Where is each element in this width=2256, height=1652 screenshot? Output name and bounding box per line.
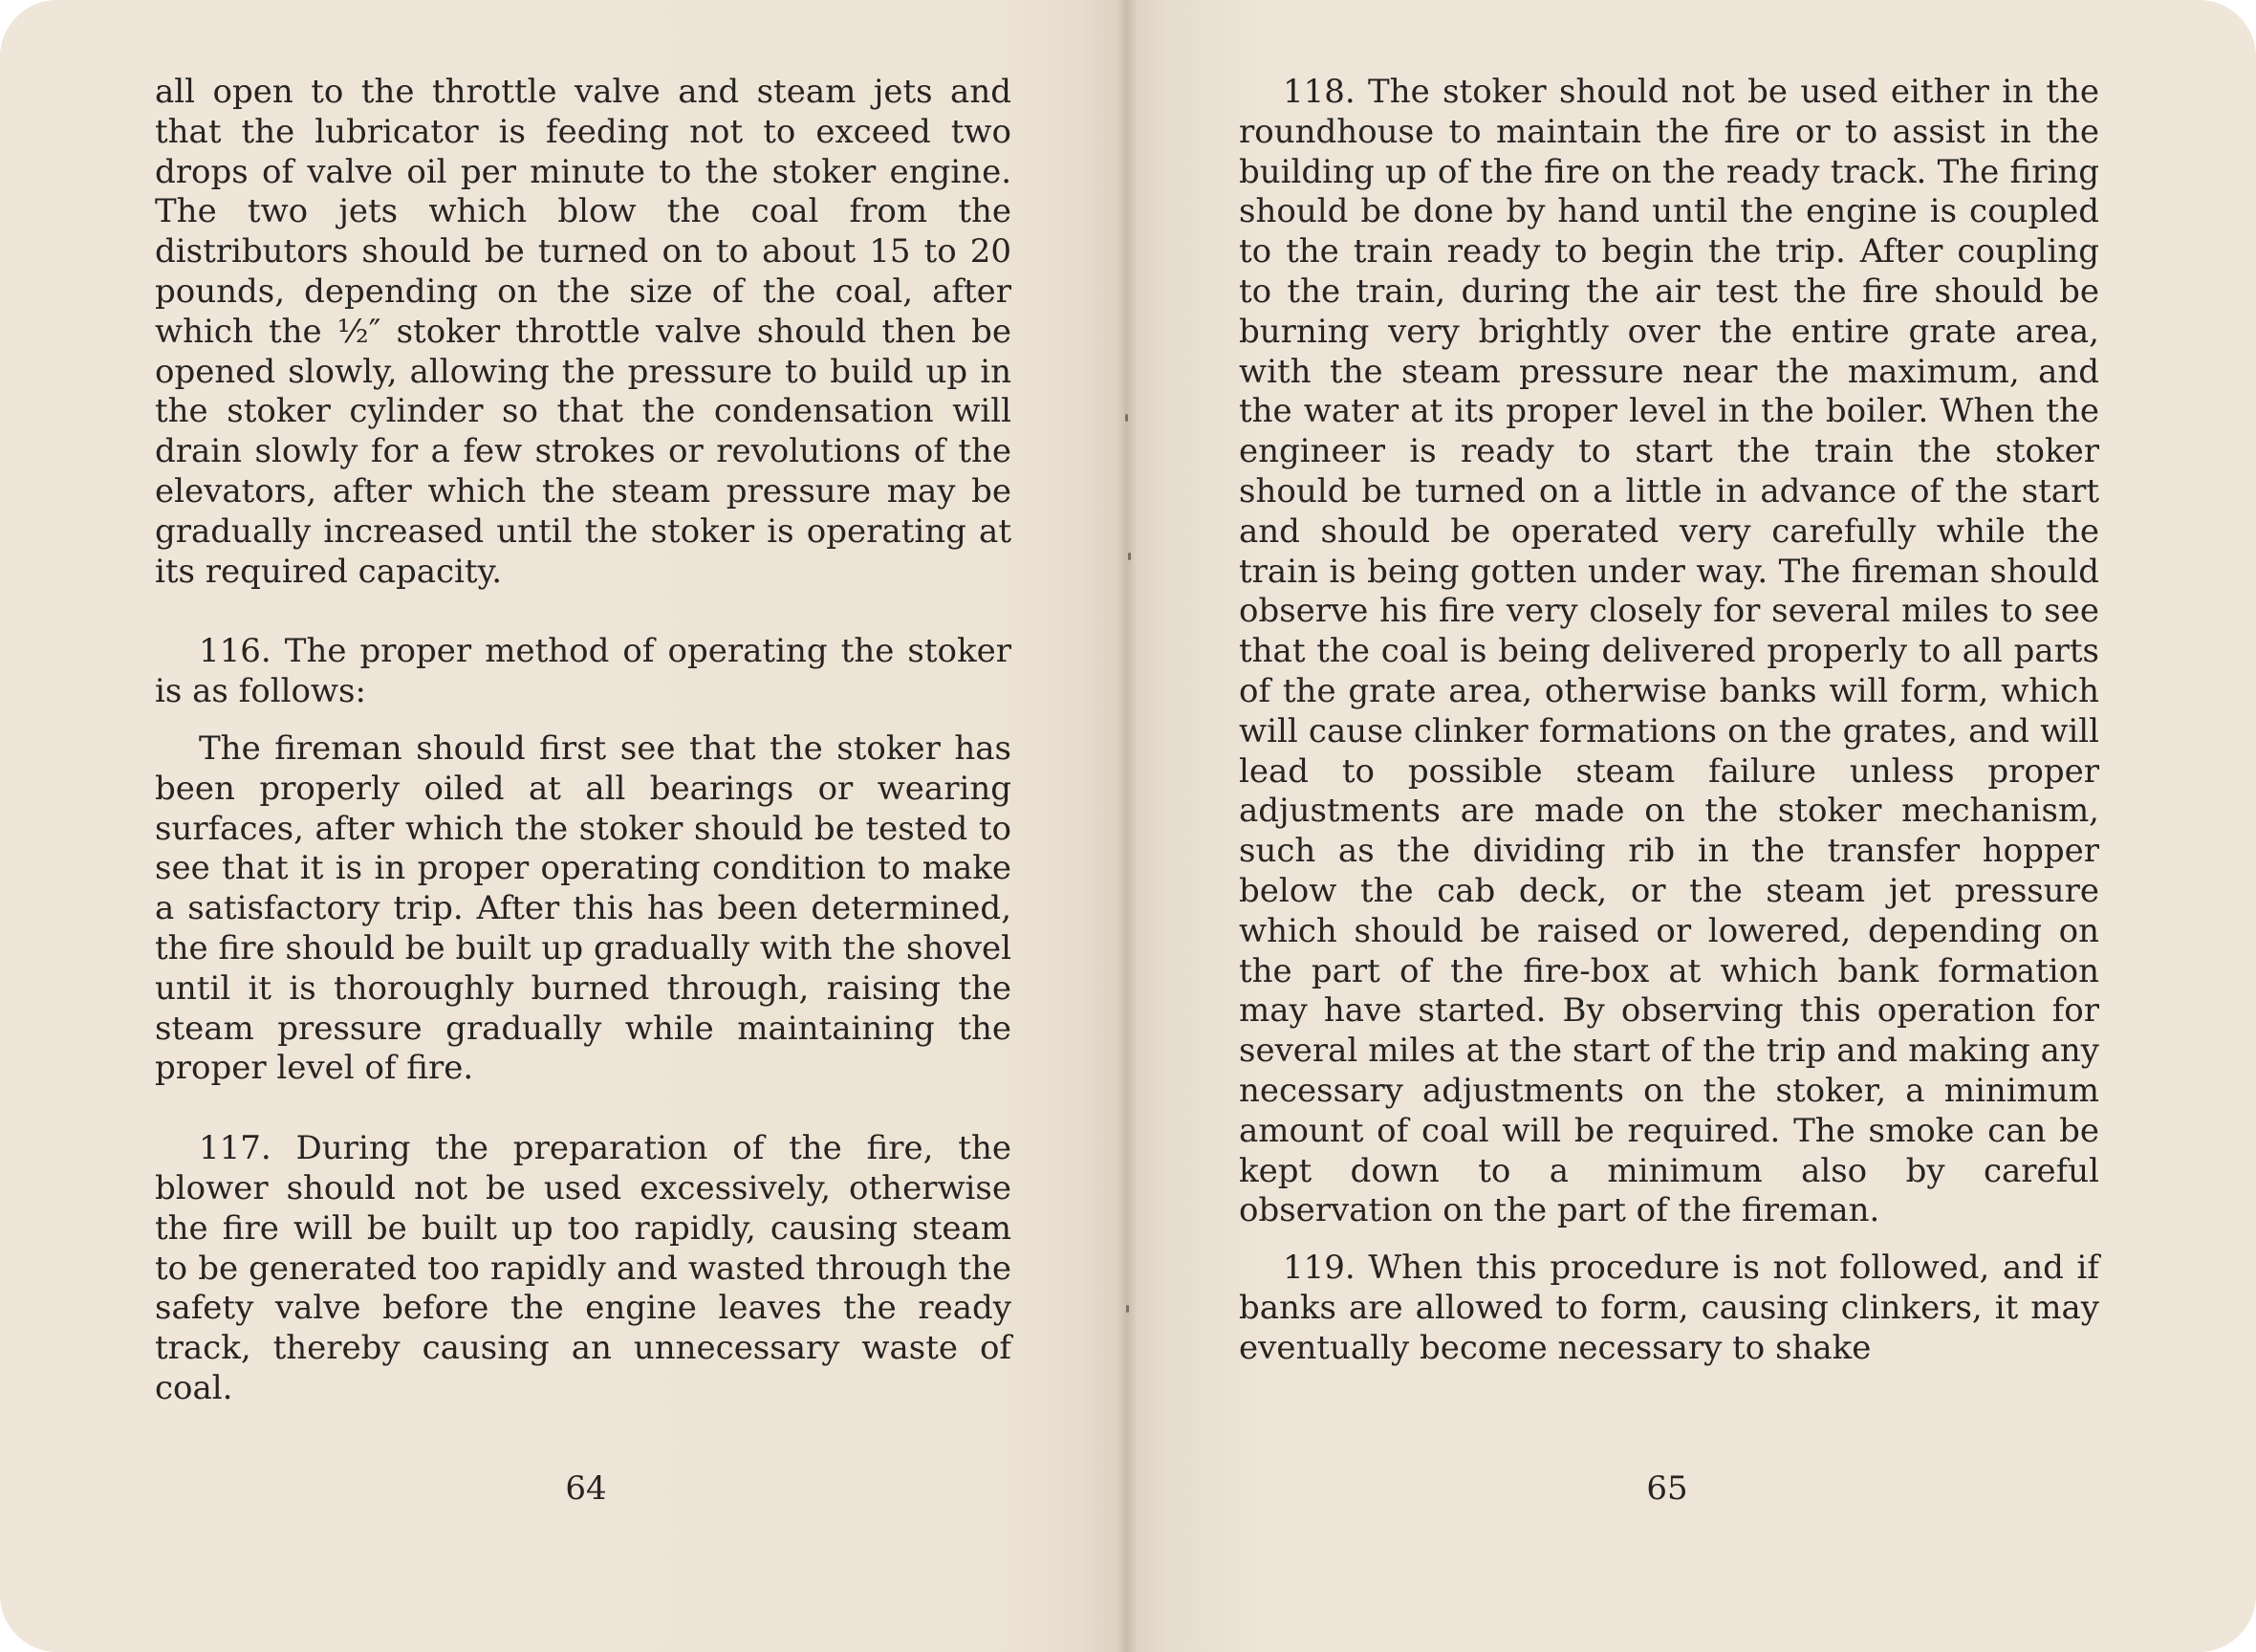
paragraph-115-continued: all open to the throttle valve and steam jets and that the lubricator is feeding not to exceed two drops of valve oil per minute to the stoker engine. The two jets which blow the coal from the distributors should be turned on to about 15 to 20 pounds, depending on the size of the coal, after which the ½″ stoker throttle valve should then be opened slowly, allowing the pressure to build up in the stoker cylinder so that the condensation will drain slowly for a few strokes or revolutions of the elevators, after which the steam pressure may be gradually increased until the stoker is operating at its required capacity. [155,73,1011,591]
paragraph-117: 117. During the preparation of the fire, the blower should not be used excessively, otherwise the fire will be built up too rapidly, causing steam to be generated too rapidly and wasted through the safety valve before the engine leaves the ready track, thereby causing an unnecessary waste of coal. [155,1129,1011,1407]
page-number-right: 65 [1646,1469,1688,1508]
paper-speck [1125,414,1128,422]
left-page [0,0,1126,1652]
paragraph-118: 118. The stoker should not be used either in the roundhouse to maintain the fire or to assist in the building up of the fire on the ready track. The firing should be done by hand until the engine is coupled to the train ready to begin the trip. After coupling to the train, during the air test the fire should be burning very brightly over the entire grate area, with the steam pressure near the maximum, and the water at its proper level in the boiler. When the engineer is ready to start the train the stoker should be turned on a little in advance of the start and should be operated very carefully while the train is being gotten under way. The fireman should observe his fire very closely for several miles to see that the coal is being delivered properly to all parts of the grate area, otherwise banks will form, which will cause clinker formations on the grates, and will lead to possible steam failure unless proper adjustments are made on the stoker mechanism, such as the dividing rib in the transfer hopper below the cab deck, or the steam jet pressure which should be raised or lowered, depending on the part of the fire-box at which bank formation may have started. By observing this operation for several miles at the start of the trip and making any necessary adjustments on the stoker, a minimum amount of coal will be required. The smoke can be kept down to a minimum also by careful observation on the part of the fireman. [1239,73,2099,1230]
paper-speck [1128,553,1131,560]
paragraph-119: 119. When this procedure is not followed, and if banks are allowed to form, causing clinkers, it may eventually become necessary to shake [1239,1249,2099,1367]
paragraph-116: 116. The proper method of operating the stoker is as follows: [155,632,1011,711]
page-number-left: 64 [565,1469,607,1508]
paragraph-116-body: The fireman should first see that the stoker has been properly oiled at all bearings or wearing surfaces, after which the stoker should be tested to see that it is in proper operating condition to make a satisfactory trip. After this has been determined, the fire should be built up gradually with the shovel until it is thoroughly burned through, raising the steam pressure gradually while maintaining the proper level of fire. [155,728,1011,1088]
right-page [1126,0,2256,1652]
right-page-text [1239,73,2099,1369]
book-gutter [1117,0,1138,1652]
left-page-text [155,73,1011,1409]
paper-speck [1126,1305,1129,1313]
